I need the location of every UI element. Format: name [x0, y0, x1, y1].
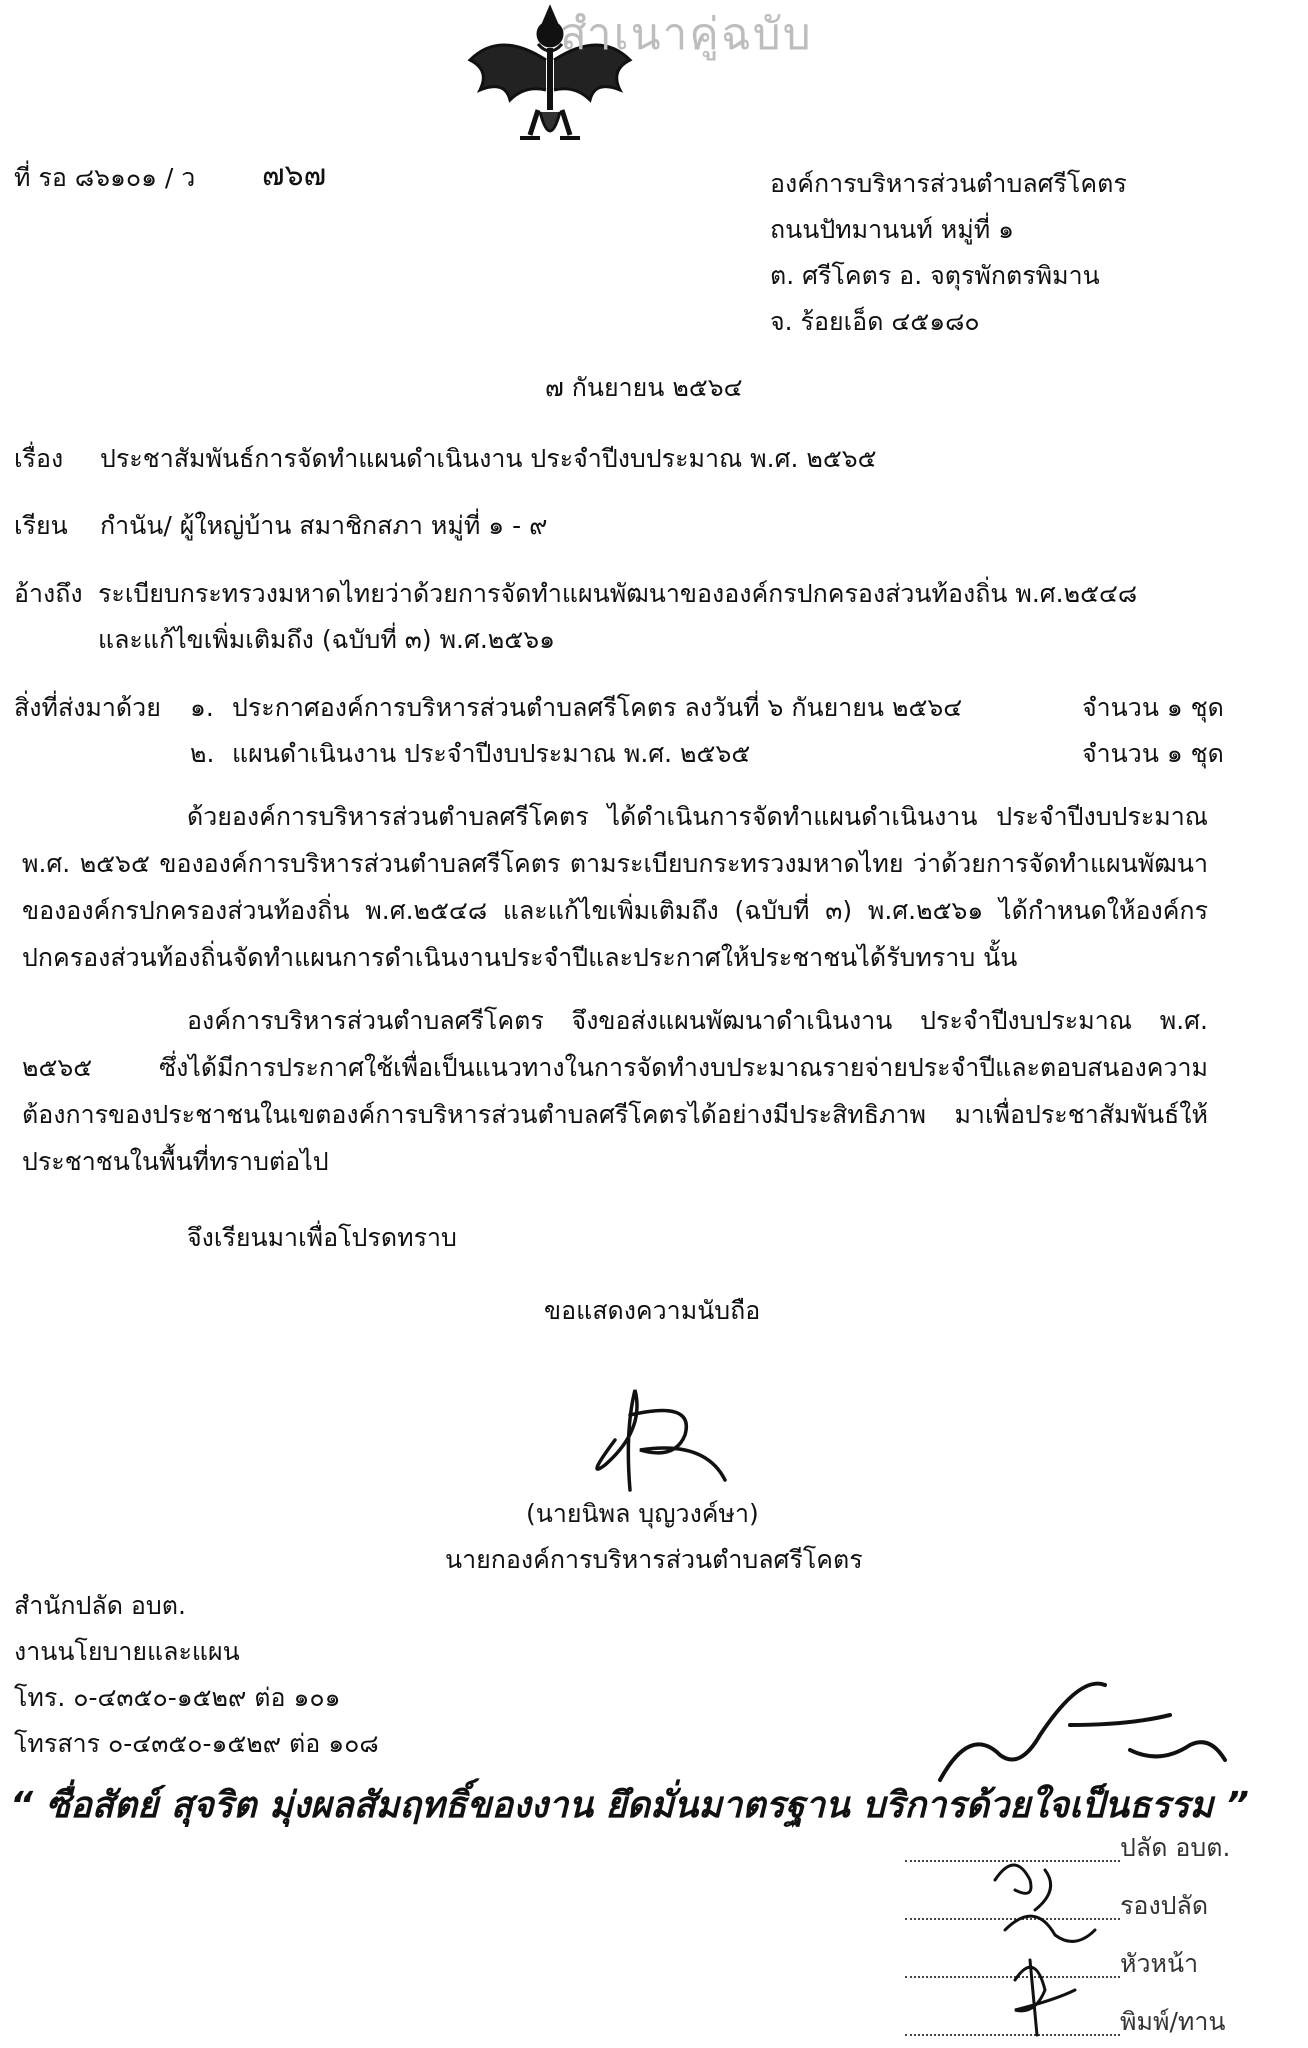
address-line: ต. ศรีโคตร อ. จตุรพักตรพิมาน	[770, 261, 1100, 290]
reference-handwritten: ๗๖๗	[262, 158, 327, 193]
reference-line: และแก้ไขเพิ่มเติมถึง (ฉบับที่ ๓) พ.ศ.๒๕๖๑	[98, 625, 555, 654]
address-line: องค์การบริหารส่วนตำบลศรีโคตร	[770, 169, 1127, 198]
organization-motto: “ ซื่อสัตย์ สุจริต มุ่งผลสัมฤทธิ์ของงาน ยึดมั่นมาตรฐาน บริการด้วยใจเป็นธรรม ”	[10, 1785, 1249, 1826]
signature	[575, 1370, 745, 1500]
enclosure-number: ๒.	[190, 739, 215, 768]
enclosure-text: ประกาศองค์การบริหารส่วนตำบลศรีโคตร ลงวันที่ ๖ กันยายน ๒๕๖๔	[232, 693, 963, 722]
routing-line: พิมพ์/ทาน	[1120, 2007, 1226, 2036]
body-paragraph-2-text: องค์การบริหารส่วนตำบลศรีโคตร จึงขอส่งแผนพัฒนาดำเนินงาน ประจำปีงบประมาณ พ.ศ. ๒๕๖๕ ซึ่งได้มีการประกาศใช้เพื่อเป็นแนวทางในการจัดทำงบประมาณรายจ่ายประจำปีและตอบสนองความต้องการของประชาชนในเขตองค์การบริหารส่วนตำบลศรีโคตรได้อย่างมีประสิทธิภาพ มาเพื่อประชาสัมพันธ์ให้ประชาชนในพื้นที่ทราบต่อไป	[22, 1006, 1208, 1176]
reference-line: ระเบียบกระทรวงมหาดไทยว่าด้วยการจัดทำแผนพัฒนาขององค์กรปกครองส่วนท้องถิ่น พ.ศ.๒๕๔๘	[98, 579, 1138, 608]
subject-text: ประชาสัมพันธ์การจัดทำแผนดำเนินงาน ประจำปีงบประมาณ พ.ศ. ๒๕๖๕	[100, 444, 877, 473]
body-paragraph-1	[22, 793, 1208, 981]
contact-line: โทรสาร ๐-๔๓๕๐-๑๕๒๙ ต่อ ๑๐๘	[14, 1729, 379, 1758]
copy-stamp: สำเนาคู่ฉบับ	[560, 9, 813, 60]
contact-line: สำนักปลัด อบต.	[14, 1591, 186, 1620]
reference-number: ที่ รอ ๘๖๑๐๑ / ว	[14, 163, 196, 192]
signatory-name: (นายนิพล บุญวงค์ษา)	[526, 1499, 759, 1528]
handwritten-signature	[930, 1665, 1230, 1795]
enclosure-quantity: จำนวน ๑ ชุด	[1082, 739, 1224, 768]
contact-line: โทร. ๐-๔๓๕๐-๑๕๒๙ ต่อ ๑๐๑	[14, 1683, 341, 1712]
letter-date: ๗ กันยายน ๒๕๖๔	[545, 373, 743, 402]
contact-line: งานนโยบายและแผน	[14, 1637, 240, 1666]
routing-initials	[975, 1840, 1125, 2040]
subject-label: เรื่อง	[14, 444, 64, 473]
closing-salutation: ขอแสดงความนับถือ	[544, 1296, 761, 1325]
closing-request: จึงเรียนมาเพื่อโปรดทราบ	[187, 1223, 457, 1252]
body-paragraph-1-text: ด้วยองค์การบริหารส่วนตำบลศรีโคตร ได้ดำเนินการจัดทำแผนดำเนินงาน ประจำปีงบประมาณ พ.ศ. ๒๕๖๕ ขององค์การบริหารส่วนตำบลศรีโคตร ตามระเบียบกระทรวงมหาดไทย ว่าด้วยการจัดทำแผนพัฒนาขององค์กรปกครองส่วนท้องถิ่น พ.ศ.๒๕๔๘ และแก้ไขเพิ่มเติมถึง (ฉบับที่ ๓) พ.ศ.๒๕๖๑ ได้กำหนดให้องค์กรปกครองส่วนท้องถิ่นจัดทำแผนการดำเนินงานประจำปีและประกาศให้ประชาชนได้รับทราบ นั้น	[22, 802, 1208, 972]
routing-line: หัวหน้า	[1120, 1949, 1199, 1978]
routing-line: รองปลัด	[1120, 1891, 1209, 1920]
to-text: กำนัน/ ผู้ใหญ่บ้าน สมาชิกสภา หมู่ที่ ๑ - ๙	[100, 511, 548, 540]
to-label: เรียน	[14, 511, 68, 540]
enclosure-quantity: จำนวน ๑ ชุด	[1082, 693, 1224, 722]
address-line: ถนนปัทมานนท์ หมู่ที่ ๑	[770, 215, 1015, 244]
enclosure-number: ๑.	[190, 693, 214, 722]
enclosures-label: สิ่งที่ส่งมาด้วย	[14, 693, 161, 722]
enclosure-text: แผนดำเนินงาน ประจำปีงบประมาณ พ.ศ. ๒๕๖๕	[232, 739, 751, 768]
reference-label: อ้างถึง	[14, 579, 83, 608]
address-line: จ. ร้อยเอ็ด ๔๕๑๘๐	[770, 307, 980, 336]
signatory-position: นายกองค์การบริหารส่วนตำบลศรีโคตร	[445, 1545, 863, 1574]
body-paragraph-2	[22, 997, 1208, 1185]
routing-line: ปลัด อบต.	[1120, 1833, 1231, 1862]
